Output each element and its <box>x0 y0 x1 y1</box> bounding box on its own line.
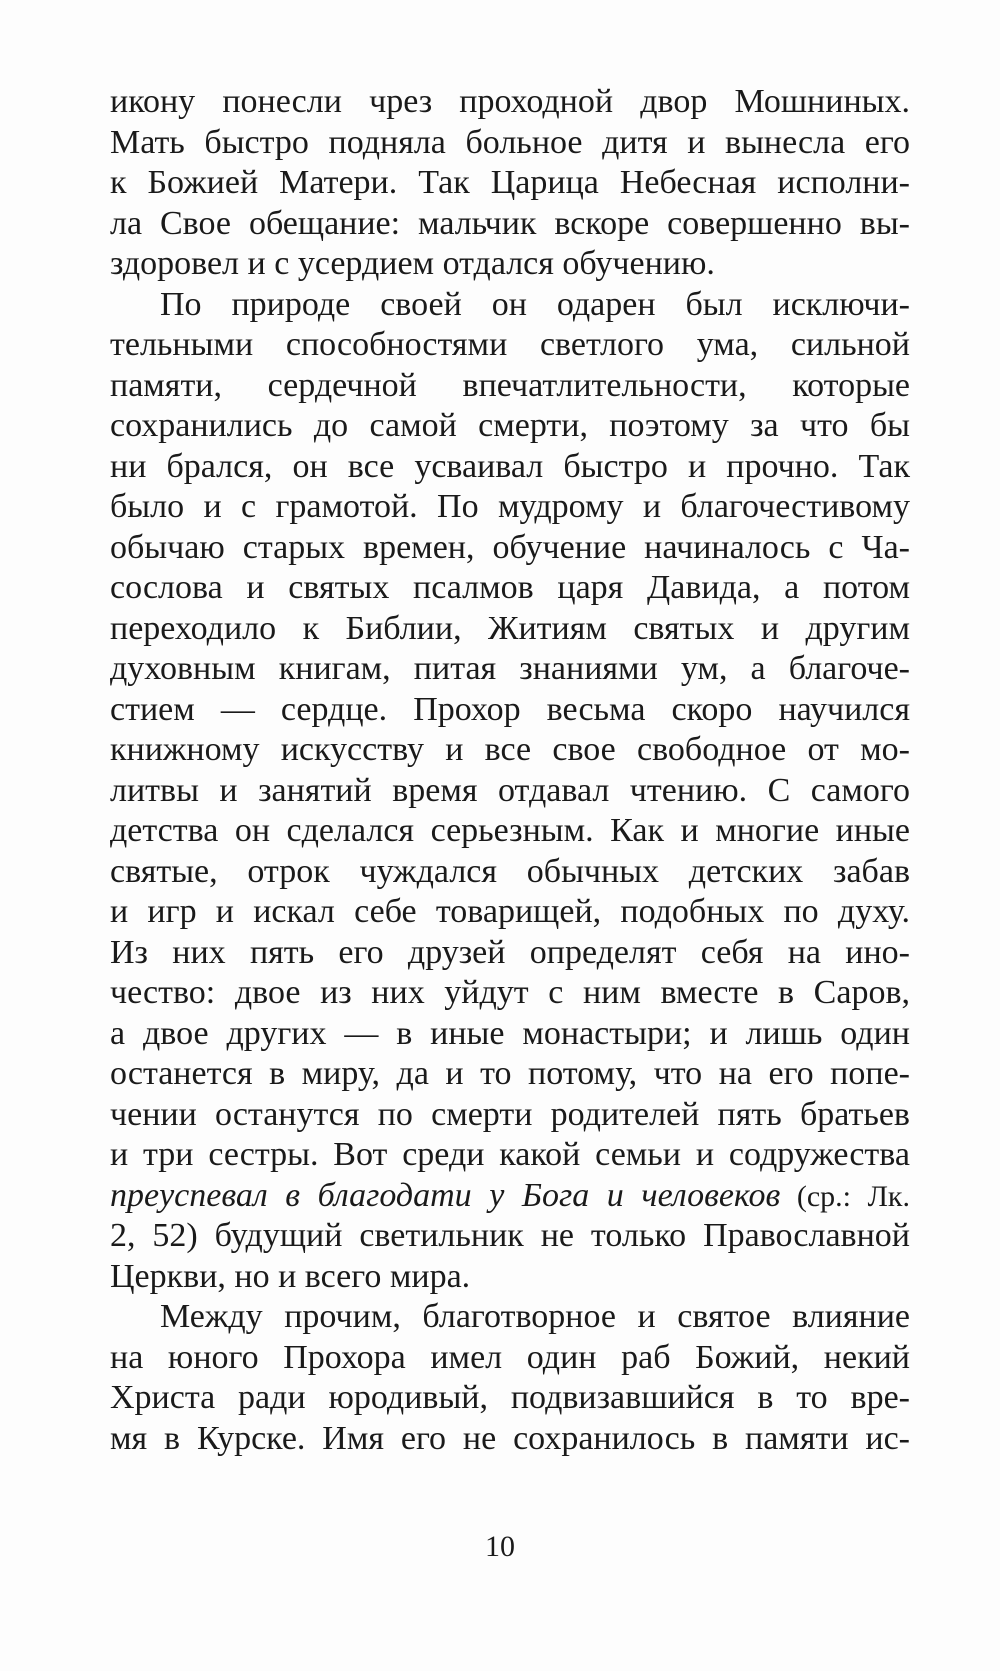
text-line-italic <box>110 1176 910 1217</box>
text-line: Из них пять его друзей определят себя на ино- <box>110 933 910 971</box>
text-line: на юного Прохора имел один раб Божий, некий <box>110 1338 910 1376</box>
body-text <box>110 82 910 1459</box>
text-line: книжному искусству и все свое свободное от мо- <box>110 731 910 768</box>
text-line: памяти, сердечной впечатлительности, которые <box>110 366 910 404</box>
text-line: Мать быстро подняла больное дитя и вынесла его <box>110 123 910 161</box>
text-line: святые, отрок чуждался обычных детских забав <box>110 852 910 890</box>
text-line: Церкви, но и всего мира. <box>110 1257 471 1295</box>
text-line: и три сестры. Вот среди какой семьи и содружества <box>110 1136 910 1173</box>
text-line: обычаю старых времен, обучение начиналось с Ча- <box>110 528 910 566</box>
text-line: литвы и занятий время отдавал чтению. С самого <box>110 771 910 809</box>
page-number: 10 <box>485 1530 515 1563</box>
text-line: 2, 52) будущий светильник не только Православной <box>110 1217 910 1254</box>
text-line: сослова и святых псалмов царя Давида, а потом <box>110 569 910 606</box>
italic-quote: преуспевал в благодати у Бога и человеков <box>110 1176 781 1214</box>
text-line: переходило к Библии, Житиям святых и другим <box>110 609 910 647</box>
text-line: духовным книгам, питая знаниями ум, а благоче- <box>110 650 910 687</box>
text-line: мя в Курске. Имя его не сохранилось в памяти ис- <box>110 1419 910 1457</box>
text-line: Христа ради юродивый, подвизавшийся в то вре- <box>110 1379 910 1416</box>
text-line: сохранились до самой смерти, поэтому за что бы <box>110 407 910 444</box>
text-line: тельными способностями светлого ума, сильной <box>110 326 910 363</box>
text-line: ла Свое обещание: мальчик вскоре совершенно вы- <box>110 204 910 242</box>
text-line: стием — сердце. Прохор весьма скоро научился <box>110 690 910 728</box>
text-line: детства он сделался серьезным. Как и многие иные <box>110 812 910 849</box>
text-line: к Божией Матери. Так Царица Небесная исполни- <box>110 164 910 201</box>
text-line: икону понесли чрез проходной двор Мошниных. <box>110 83 910 120</box>
text-line: чество: двое из них уйдут с ним вместе в Саров, <box>110 974 910 1011</box>
text-line: По природе своей он одарен был исключи- <box>160 285 910 323</box>
text-line: а двое других — в иные монастыри; и лишь один <box>110 1014 910 1052</box>
reference-note: (ср.: Лк. <box>780 1179 910 1213</box>
text-line: и игр и искал себе товарищей, подобных по духу. <box>110 893 910 930</box>
text-line: ни брался, он все усваивал быстро и прочно. Так <box>110 447 910 485</box>
text-line: чении останутся по смерти родителей пять братьев <box>110 1095 910 1133</box>
text-line: останется в миру, да и то потому, что на его попе- <box>110 1055 910 1092</box>
text-line: было и с грамотой. По мудрому и благочестивому <box>110 488 910 525</box>
text-line: здоровел и с усердием отдался обучению. <box>110 245 715 282</box>
text-line: Между прочим, благотворное и святое влияние <box>160 1298 910 1335</box>
